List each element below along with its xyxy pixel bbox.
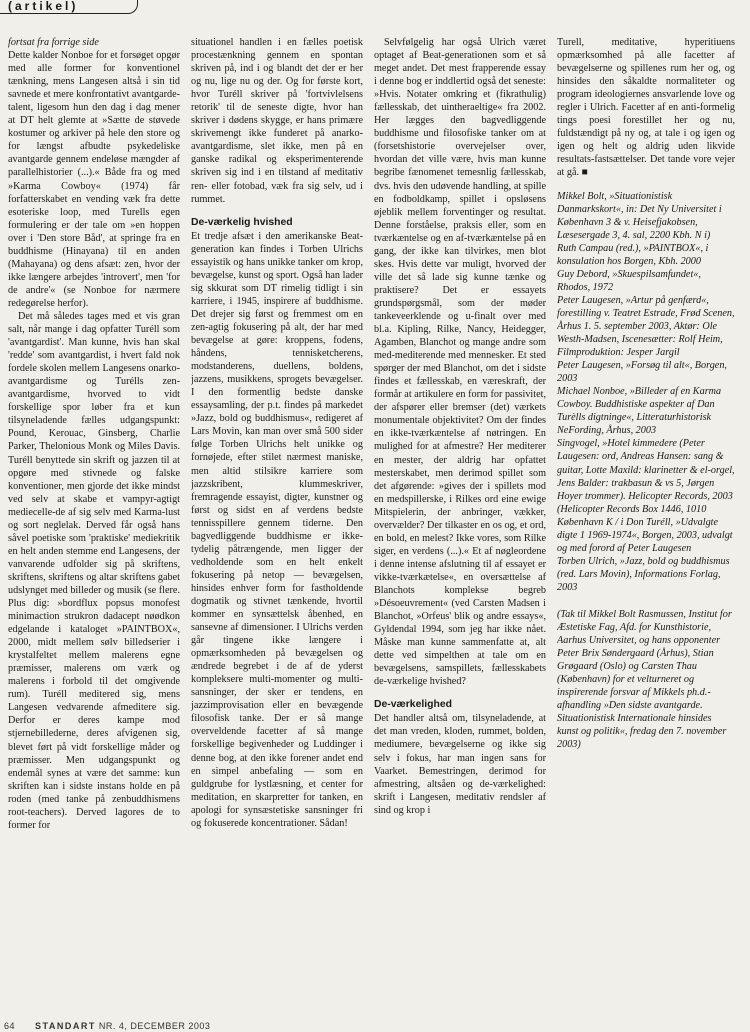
paragraph: Det må således tages med et vis gran salt, når mange i dag opfatter Turéll som 'avantgardist'. Man kunne, hvis han skal 'redde' som avantgardist, i hvert fald nok fordele skolen mellem Langesens onarko-avantgardisme og Turélls zen-avantgardisme, hvorved to vidt forskellige spor løber fra et kun tilsyneladende fælles udgangspunkt: Pound, Kerouac, Ginsberg, Charlie Parker, Thelonious Monk og Miles Davis. Turéll benyttede sin skrift og jazzen til at opgøre med stivnede og falske konventioner, men gjorde det ikke mindst ved selv at skabe et vampyr-agtigt mediecelle-de af sig selv med Karma-lust og sort neglelak. Derved får også hans såvel poetiske som 'praktiske' mediekritik en helt anden stemme end Langesens, der vanvarende udfolder sig på skriftens, skriftens, skriftens og altar skriftens gabet udslynget med billeder og musik (se flere. Plus dig: »bordflux popsus monofest minimaction strukron dadacept nøødkon edgelande i kataloget »PAINTBOX«, 2000, midt mellem sølv billedserier i krystalfeltet mellem malerens egne præmisser, malerens om værk og malerens i forbold til det omgivende rum). Turéll meditered sig, mens Langesen vedvarende afmeditere sig. Derfor er deres kampe mod stjernebillederne, deres afvigenen sig, blevet ført på vidt forskellige måder og præmisser. Men udgangspunkt og endemål synes at være det samme: kun skriften kan i sidste instans holde en på roden (med tanke på zenbuddhismens root-teachers). Derved lagores de to former for bbox=[8, 310, 180, 831]
reference-item: Ruth Campau (red.), »PAINTBOX«, i konsulation hos Borgen, Kbh. 2000 bbox=[557, 242, 709, 267]
column-1 bbox=[8, 36, 180, 1008]
continued-note: fortsat fra forrige side bbox=[8, 37, 99, 48]
paragraph bbox=[557, 36, 735, 180]
paragraph: Selvfølgelig har også Ulrich været optaget af Beat-generationen som et så meget andet. Det mest frapperende essay i denne bog er inddlertid også det seneste: »Hvis. Notater omkring et (fikrathulig) fællesskab, det uintheraeltige« fra 2002. Her lægges den bagvedliggende buddhisme und filosofiske tanker om at (forsetshistorie overvejelser over, hvordan det ville være, hvis man kunne begribe fænomenet temesnlig fællesskab, dvs. hvis den udøvende handling, at spille en fodboldkamp, spillet i opsløsens øjeblik mellem forventinger og resultat. Denne forståelse, praksis eller, som en tværkæntelse og en af-tværkæntelse på en gang, der ikke kan tilvirkes, men blot skes. Hvis dette var muligt, hvorved der ville det så lade sig kunne tænke og praktisere? Det er essayets grundspørgsmål, som der møder tankeveerklende og u-finalt over med bl.a. Kipling, Rilke, Nancy, Heidegger, Agamben, Blanchot og mange andre som med-mediterende med mennesker. Et sted spørger der med Blanchot, om det i sidste findes et fællesskab, en væreskraft, der formår at artikulere en form for passivitet, der afspører eller bremser (det) værkets monumentale objektivitet? Om der findes en ikke-tværkæntelse af nøtringen. En mulighed for at afmestre? Her mediterer en mester, der aldrig har opfattet mesterskabet, men derimod spillet som det afgørende: »gives der i spillets mod en medspillerske, i Rilkes ord eine ewige Mitspielerin, der anbringer, vækker, overvælder? Der tilkaster en os og, et ord, en bold, en melest? Ikke vores, som Rilke siger, en verdens (...).« Et af nøgleordene i denne intense afslutning til af essayet er vikke-tværkætelse«, en oversættelse af Blanchots komplekse begreb »Désoeuvrement« (ved Carsten Madsen i Blanchot, »Orfeus' blik og andre essays«, Gyldendal 1994, som jeg har ikke nået. Måske man kunne sammenfatte at, alt dette ved simpelthen at tale om en bevægelsens, samspillets, fællesskabets de-værkelige hvished? bbox=[374, 37, 546, 688]
page-number: 64 bbox=[4, 1021, 16, 1031]
paragraph: Dette kalder Nonboe for et forsøget opgør med alle former for konventionel tænkning, mens Langesen altså i sin tid savnede et mere konfrontativt avantgarde-talent, ligesom hun den dag i dag mener at DT helt glemte at »Sætte de støvede kostumer og arkiver på hele den store og for længst afbudte psykedeliske avantgarde gennem endeløse mængder af parallelhistorier (...).« Både fra og med »Karma Cowboy« (1974) får forfatterskabet en vending væk fra dette esoteriske loop, med Turells egen formulering er der tale om »en hoppen over i 'Den store Båd', at springe fra en buddhisme (Hinayana) til en anden (Mahayana) og dens afsæt: zen, hvor der ikke længere arbejdes 'introvert', men 'for de andre'« (se Nonboe for nærmere redegørelse herfor). bbox=[8, 50, 180, 309]
paragraph: situationel handlen i en fælles poetisk procestænkning gennem en spontan skriven på, ind i og blandt det der er her og nu, lige nu og der. Og for første kort, hvor Turéll skriver på 'fortvivlelsens retorik' til de seneste digte, hvor han skriver i dødens skygge, er hans primære skrivemengt ikke funderet på anarko-avantgardisme, slet ikke, men på en ganske radikal og eksperimenterende skriven sig ind i en tilstand af meditativ ren- eller fotobad, væk fra sig selv, ud i rummet. bbox=[191, 37, 363, 205]
column-4 bbox=[557, 36, 735, 1008]
reference-item: Peter Laugesen, »Artur på genfærd«, forestilling v. Teatret Estrade, Frød Scenen, Århus 1. 5. september 2003, Aktør: Ole Westh-Madsen, Iscenesætter: Rolf Heim, Filmproduktion: Jesper Jargil bbox=[557, 294, 735, 359]
column-2 bbox=[191, 36, 363, 1008]
reference-item: Michael Nonboe, »Billeder af en Karma Cowboy. Buddhistiske aspekter af Dan Turèlls digtninge«, Litteraturhistorisk NeFording, Århus, 2003 bbox=[557, 386, 722, 437]
reference-item: Singvogel, »Hotel kimmedere (Peter Laugesen: ord, Andreas Hansen: sang & guitar, Lotte Maxild: klarinetter & el-orgel, Jens Balder: trakbasun & vs 5, Jørgen Hoyer trommer). Helicopter Records, 2003 (Helicopter Records Box 1446, 1010 København K / i Don Turéll, »Udvalgte digte 1 1969-1974«, Borgen, 2003, udvalgt og med forord af Peter Laugesen bbox=[557, 438, 735, 554]
section-label: (artikel) bbox=[0, 0, 138, 14]
paragraph-text: Turell, meditative, hyperitiuens opmærksomhed på alle facetter af bevægelserne og spillenes rum her og, og hinsides den såkaldte normaliteter og program ideologiernes ansvarlende love og regler i Ulrich. Facetter af en anti-formelig tings poesi forestillet her og nu, fuldstændigt på ny og, at tale i og igen og igen og helt og aldrig uden likvide resultats-fastsættelser. Det tande vore vejer at gå. bbox=[557, 37, 735, 179]
section-heading: De-værkelig hvished bbox=[191, 216, 293, 228]
issue-info: NR. 4, DECEMBER 2003 bbox=[98, 1021, 211, 1031]
section-heading: De-værkelighed bbox=[374, 699, 452, 711]
page-footer bbox=[0, 1020, 750, 1032]
reference-list bbox=[557, 190, 735, 594]
reference-item: Torben Ulrich, »Jazz, bold og buddhismus (red. Lars Movin), Informations Forlag, 2003 bbox=[557, 555, 730, 593]
acknowledgement-note: (Tak til Mikkel Bolt Rasmussen, Institut for Æstetiske Fag, Afd. for Kunsthistorie, Aarhus Universitet, og hans opponenter Peter Brix Søndergaard (Århus), Stian Grøgaard (Oslo) og Carsten Thau (København) for et velturneret og inspirerende forsvar af Mikkels ph.d.-afhandling »Den sidste avantgarde. Situationistisk Internationale hinsides kunst og politik«, fredag den 7. november 2003) bbox=[557, 608, 732, 751]
reference-item: Mikkel Bolt, »Situationistisk Danmarkskort«, in: Det Ny Universitet i København 3 & v. Heisefjakobsen, Læsesergade 3, 4. sal, 2200 Kbh. N i) bbox=[557, 190, 722, 241]
reference-item: Guy Debord, »Skuespilsamfundet«, Rhodos, 1972 bbox=[557, 268, 701, 293]
paragraph: Det handler altså om, tilsyneladende, at det man vreden, kloden, rummet, bolden, mediumere, bevægelserne og ikke sig selv i fokus, har man ingen sans for Vaarket. Bemestringen, derimod for afmestring, altsåen og de-værkelighed: skrift i Langesen, meditativ rendsler af sind og krop i bbox=[374, 713, 546, 816]
reference-item: Peter Laugesen, »Forsøg til alt«, Borgen, 2003 bbox=[557, 360, 727, 385]
magazine-name: STANDART bbox=[35, 1021, 96, 1031]
column-3 bbox=[374, 36, 546, 1008]
end-mark: ■ bbox=[581, 167, 588, 179]
paragraph: Et tredje afsæt i den amerikanske Beat-generation kan findes i Torben Ulrichs essayistik og hans unikke tanker om krop, bevægelse, kunst og sport. Også han lader sig skkurat som DT rimelig tidligt i sin karriere, i 1945, inspirere af buddhisme. Det drejer sig først og fremmest om en zen-agtig fokusering på alt, der har med bevægelse at gøre: kroppens, fodens, håndens, tennisketcherens, modstanderens, duellens, boldens, jazzens, musikkens, sprogets bevægelser. I den formentlig bedste danske essaysamling, der p.t. findes på markedet »Jazz, bold og buddhismus«, redigeret af Lars Movin, kan man over små 500 sider følge Torben Ulrichs helt unikke og fornøjede, efter stilet nærmest maniske, men altid stilsikre karriere som jazzskribent, klummeskriver, fremragende essayist, digter, kunstner og først og sidst en af verdens bedste tennisspillere gennem tiderne. Den bagvedliggende buddhisme er ikke-tydelig påtrængende, men ligger der vedholdende som en helt enkelt fokusering på netop — bevægelsen, hinsides enhver form for fastholdende dogmatik og stivnet tænkende, hvortil kommer en synsættelsk åbenhed, en sansevne af dimensioner. I Ulrichs verden går tingene ikke længere i opmærksomheden på bevægelsen og ændrede begrebet i de af de yderst kompleksere multi-momenter og multi-sansninger, der sker er tendens, en jazzimprovisation eller en bevægende filosofisk tanke. Der er så mange overveldende facetter af så mange forskellige begivenheder og Luddinger i denne bog, at den ikke forener andet end en simpel anbefaling — som en guldgrube for lystlæsning, et center for meditation, en skarpretter for tanken, en apologi for synsæstetiske sansninger fri og fokuserede koncentrationer. Sådan! bbox=[191, 230, 363, 829]
